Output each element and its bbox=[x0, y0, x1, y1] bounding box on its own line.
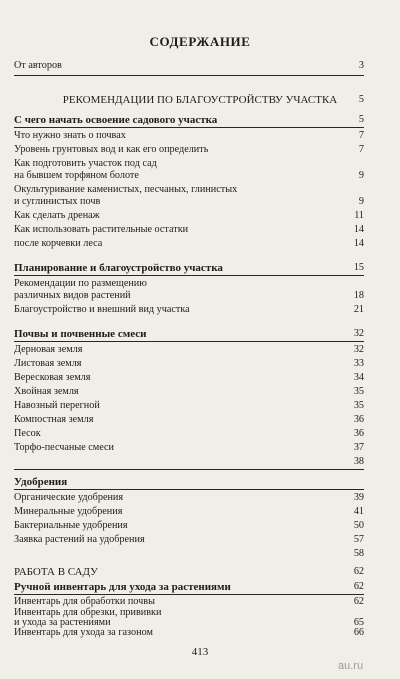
toc-entry-page: 57 bbox=[353, 534, 364, 545]
page-number: 413 bbox=[191, 646, 209, 658]
toc-rule bbox=[14, 341, 364, 342]
toc-entry bbox=[0, 195, 400, 209]
toc-entry-label: Навозный перегной bbox=[14, 400, 100, 411]
toc-entry-page: 5 bbox=[358, 94, 364, 105]
toc-entry-label: Минеральные удобрения bbox=[14, 506, 123, 517]
toc-entry-label: на бывшем торфяном болоте bbox=[14, 170, 139, 181]
toc-entry bbox=[0, 626, 400, 640]
toc-entry-page: 14 bbox=[353, 238, 364, 249]
toc-entry-page: 35 bbox=[353, 386, 364, 397]
toc-entry bbox=[0, 169, 400, 183]
toc-entry bbox=[0, 357, 400, 371]
toc-entry-label: Бактериальные удобрения bbox=[14, 520, 128, 531]
toc-entry bbox=[0, 385, 400, 399]
toc-entry bbox=[0, 399, 400, 413]
toc-entry-label: Инвентарь для обработки почвы bbox=[14, 596, 155, 607]
toc-rule bbox=[14, 75, 364, 76]
toc-section-heading bbox=[0, 565, 400, 579]
toc-entry-label: различных видов растений bbox=[14, 290, 131, 301]
toc-section-label: С чего начать освоение садового участка bbox=[14, 114, 218, 126]
toc-entry-label: Как подготовить участок под сад bbox=[14, 158, 157, 169]
toc-section-heading bbox=[0, 113, 400, 127]
toc-entry bbox=[0, 237, 400, 251]
toc-entry bbox=[0, 413, 400, 427]
toc-entry bbox=[0, 455, 400, 469]
toc-entry-label: Благоустройство и внешний вид участка bbox=[14, 304, 190, 315]
toc-entry-page: 38 bbox=[353, 456, 364, 467]
toc-entry bbox=[0, 491, 400, 505]
toc-entry bbox=[0, 303, 400, 317]
toc-entry bbox=[0, 143, 400, 157]
toc-section-label: Ручной инвентарь для ухода за растениями bbox=[14, 581, 231, 593]
toc-entry-label: после корчевки леса bbox=[14, 238, 103, 249]
toc-entry-label: Заявка растений на удобрения bbox=[14, 534, 145, 545]
toc-entry bbox=[0, 289, 400, 303]
toc-section-heading bbox=[0, 475, 400, 489]
toc-entry bbox=[0, 505, 400, 519]
toc-entry bbox=[0, 223, 400, 237]
toc-section-label: РАБОТА В САДУ bbox=[14, 566, 98, 578]
toc-entry-page: 5 bbox=[358, 114, 364, 125]
toc-entry-page: 36 bbox=[353, 414, 364, 425]
toc-entry-page: 41 bbox=[353, 506, 364, 517]
toc-entry bbox=[0, 59, 400, 73]
toc-entry-page: 14 bbox=[353, 224, 364, 235]
toc-entry-page: 7 bbox=[358, 130, 364, 141]
toc-entry-page: 36 bbox=[353, 428, 364, 439]
toc-entry-label: Хвойная земля bbox=[14, 386, 79, 397]
toc-entry-label: Листовая земля bbox=[14, 358, 82, 369]
toc-heading bbox=[0, 93, 400, 107]
toc-entry bbox=[0, 533, 400, 547]
toc-entry bbox=[0, 427, 400, 441]
toc-entry-page: 62 bbox=[353, 581, 364, 592]
toc-section-label: Почвы и почвенные смеси bbox=[14, 328, 147, 340]
toc-entry-label: Окультуривание каменистых, песчаных, глинистых bbox=[14, 184, 238, 195]
toc-entry-label: Что нужно знать о почвах bbox=[14, 130, 126, 141]
toc-entry bbox=[0, 441, 400, 455]
toc-entry-label: Компостная земля bbox=[14, 414, 94, 425]
page-title: СОДЕРЖАНИЕ bbox=[149, 34, 251, 49]
toc-entry-page: 66 bbox=[353, 627, 364, 638]
watermark: au.ru bbox=[338, 660, 364, 672]
toc-entry bbox=[0, 519, 400, 533]
toc-entry-page: 32 bbox=[353, 344, 364, 355]
toc-entry-label: Рекомендации по размещению bbox=[14, 278, 147, 289]
toc-entry bbox=[0, 129, 400, 143]
toc-entry-page: 9 bbox=[358, 170, 364, 181]
toc-entry-label: Вересковая земля bbox=[14, 372, 91, 383]
toc-entry bbox=[0, 371, 400, 385]
toc-entry-label: Торфо-песчаные смеси bbox=[14, 442, 115, 453]
toc-entry-label: и суглинистых почв bbox=[14, 196, 101, 207]
toc-heading-label: РЕКОМЕНДАЦИИ ПО БЛАГОУСТРОЙСТВУ УЧАСТКА bbox=[62, 94, 338, 106]
toc-entry-label: Как использовать растительные остатки bbox=[14, 224, 189, 235]
toc-entry-page: 65 bbox=[353, 617, 364, 628]
toc-rule bbox=[14, 275, 364, 276]
toc-entry-page: 9 bbox=[358, 196, 364, 207]
toc-section-heading bbox=[0, 327, 400, 341]
toc-entry-label: От авторов bbox=[14, 60, 62, 71]
toc-entry-page: 62 bbox=[353, 596, 364, 607]
toc-rule bbox=[14, 127, 364, 128]
toc-rule bbox=[14, 489, 364, 490]
toc-entry-page: 35 bbox=[353, 400, 364, 411]
toc-entry-page: 39 bbox=[353, 492, 364, 503]
toc-entry-page: 62 bbox=[353, 566, 364, 577]
toc-entry-page: 15 bbox=[353, 262, 364, 273]
toc-section-label: Удобрения bbox=[14, 476, 68, 488]
toc-entry bbox=[0, 209, 400, 223]
toc-entry-label: Дерновая земля bbox=[14, 344, 83, 355]
toc-entry-label: и ухода за растениями bbox=[14, 617, 111, 628]
toc-rule bbox=[14, 469, 364, 470]
toc-entry-page: 11 bbox=[354, 210, 364, 221]
toc-section-label: Планирование и благоустройство участка bbox=[14, 262, 223, 274]
toc-entry-page: 18 bbox=[353, 290, 364, 301]
toc-entry bbox=[0, 547, 400, 561]
toc-entry-page: 3 bbox=[358, 60, 364, 71]
toc-entry-page: 37 bbox=[353, 442, 364, 453]
toc-entry bbox=[0, 343, 400, 357]
toc-entry-page: 7 bbox=[358, 144, 364, 155]
toc-entry-label: Инвентарь для обрезки, прививки bbox=[14, 607, 162, 618]
toc-section-heading bbox=[0, 580, 400, 594]
toc-entry-page: 34 bbox=[353, 372, 364, 383]
toc-entry-label: Как сделать дренаж bbox=[14, 210, 100, 221]
toc-section-heading bbox=[0, 261, 400, 275]
toc-entry-label: Инвентарь для ухода за газоном bbox=[14, 627, 153, 638]
toc-entry-label: Песок bbox=[14, 428, 41, 439]
toc-entry-label: Органические удобрения bbox=[14, 492, 124, 503]
toc-entry-page: 21 bbox=[353, 304, 364, 315]
toc-entry-page: 50 bbox=[353, 520, 364, 531]
toc-entry-page: 33 bbox=[353, 358, 364, 369]
toc-entry-page: 32 bbox=[353, 328, 364, 339]
toc-entry-label: Уровень грунтовых вод и как его определить bbox=[14, 144, 209, 155]
toc-entry-page: 58 bbox=[353, 548, 364, 559]
